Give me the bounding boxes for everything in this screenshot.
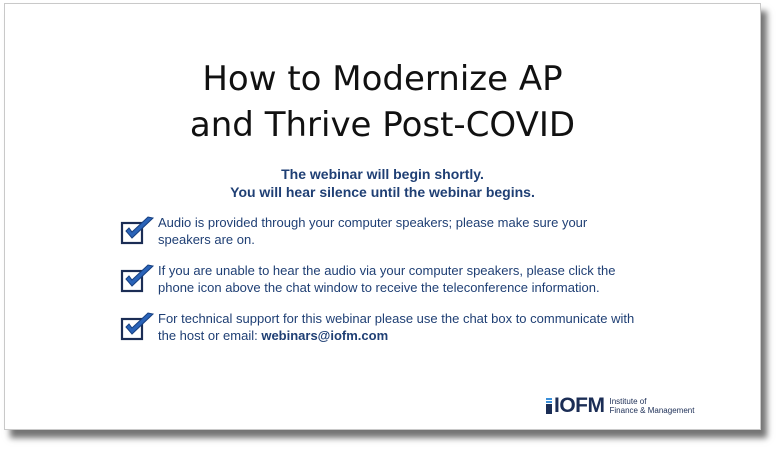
support-email-link[interactable]: webinars@iofm.com (261, 328, 389, 343)
bullet-item (120, 262, 640, 298)
bullet-item (120, 310, 640, 346)
checkbox-check-icon (120, 215, 156, 245)
logo-tagline-line-2: Finance & Management (609, 406, 695, 415)
slide-title (5, 56, 760, 148)
checkbox-check-icon (120, 263, 156, 293)
logo-bars-icon (546, 398, 552, 414)
subtitle-line-2: You will hear silence until the webinar begins. (230, 184, 535, 200)
slide-subtitle (5, 165, 760, 201)
title-line-2: and Thrive Post-COVID (189, 105, 576, 145)
subtitle-line-1: The webinar will begin shortly. (281, 166, 484, 182)
slide (4, 3, 761, 430)
bullet-text: If you are unable to hear the audio via your computer speakers, please click the phone icon above the chat window to receive the teleconference information. (158, 263, 616, 295)
title-line-1: How to Modernize AP (202, 59, 563, 99)
logo-tagline-line-1: Institute of (609, 397, 647, 406)
iofm-logo (546, 395, 694, 417)
bullet-text: Audio is provided through your computer speakers; please make sure your speakers are on. (158, 215, 588, 247)
bullet-item (120, 214, 640, 250)
logo-tagline (610, 397, 695, 415)
bullet-text-before-email: For technical support for this webinar please use the chat box to communicate with the host or email: (158, 311, 635, 343)
logo-brand: IOFM (554, 394, 605, 417)
checkbox-check-icon (120, 311, 156, 341)
bullet-text (158, 310, 638, 344)
